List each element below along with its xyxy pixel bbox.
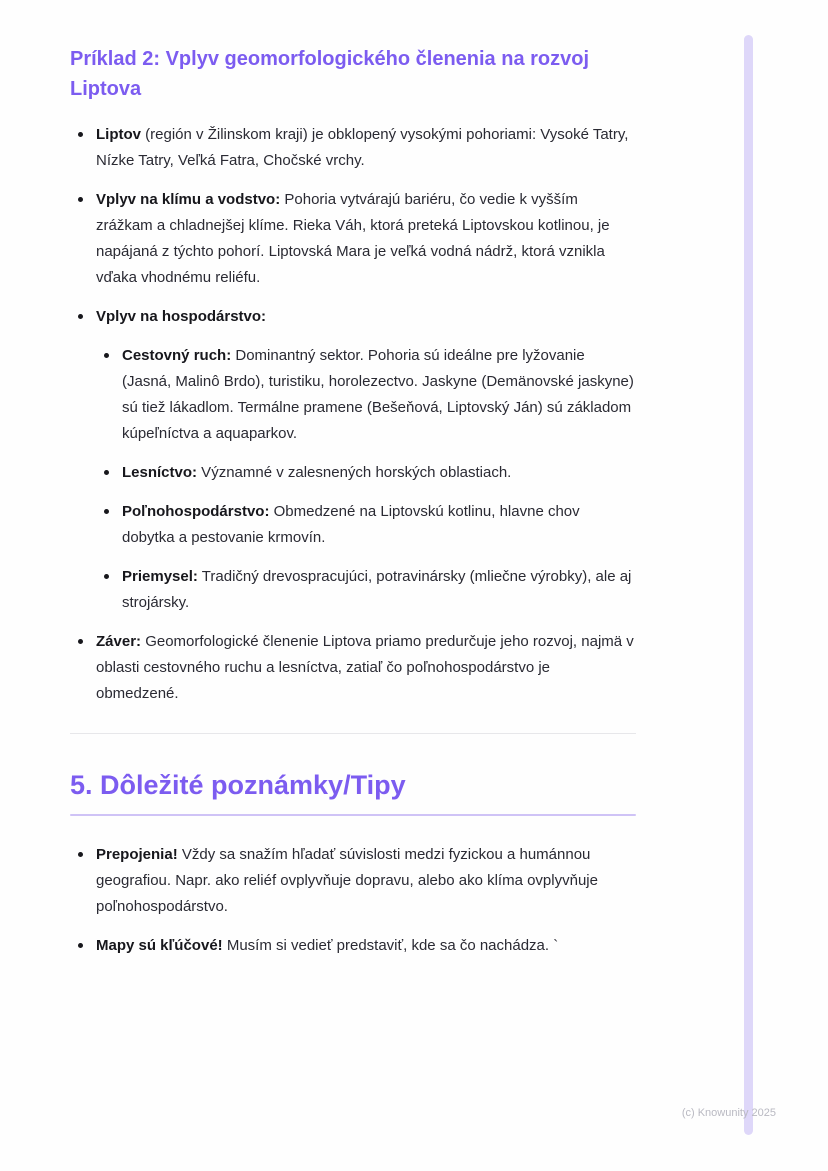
- bullet-text: Významné v zalesnených horských oblastiach.: [197, 464, 512, 481]
- bullet-lead: Priemysel:: [122, 568, 198, 585]
- bullet-lead: Záver:: [96, 633, 142, 650]
- bullet-lead: Prepojenia!: [96, 846, 178, 863]
- list-item: [70, 629, 636, 707]
- section-title-priklad-2: Príklad 2: Vplyv geomorfologického členenia na rozvoj Liptova: [70, 48, 590, 100]
- scrollbar-thumb[interactable]: [744, 35, 753, 1135]
- list-item: [96, 460, 636, 486]
- heading-underline: [70, 814, 636, 816]
- footer-credit: (c) Knowunity 2025: [681, 1107, 776, 1119]
- section-divider: [70, 733, 636, 734]
- bullet-list-poznamky: [70, 842, 636, 959]
- list-item: [70, 842, 636, 920]
- bullet-lead: Vplyv na klímu a vodstvo:: [96, 191, 281, 208]
- bullet-text: (región v Žilinskom kraji) je obklopený vysokými pohoriami: Vysoké Tatry, Nízke Tatry, Veľká Fatra, Chočské vrchy.: [96, 126, 629, 169]
- list-item: [70, 122, 636, 174]
- bullet-text: Vždy sa snažím hľadať súvislosti medzi fyzickou a humánnou geografiou. Napr. ako reliéf ovplyvňuje dopravu, alebo ako klíma ovplyvňuje poľnohospodárstvo.: [96, 846, 598, 915]
- list-item: [96, 564, 636, 616]
- bullet-lead: Liptov: [96, 126, 141, 143]
- list-item: [96, 343, 636, 447]
- bullet-text: Dominantný sektor. Pohoria sú ideálne pre lyžovanie (Jasná, Malinô Brdo), turistiku, horolezectvo. Jaskyne (Demänovské jaskyne) sú tiež lákadlom. Termálne pramene (Bešeňová, Liptovský Ján) sú základom kúpeľníctva a aquaparkov.: [122, 347, 634, 442]
- bullet-text: Geomorfologické členenie Liptova priamo predurčuje jeho rozvoj, najmä v oblasti cestovného ruchu a lesníctva, zatiaľ čo poľnohospodárstvo je obmedzené.: [96, 633, 634, 702]
- bullet-list-priklad-2: [70, 122, 636, 707]
- bullet-text: Musím si vedieť predstaviť, kde sa čo nachádza. `: [222, 937, 559, 954]
- section-title-poznamky-tipy: 5. Dôležité poznámky/Tipy: [70, 770, 406, 800]
- list-item: [70, 187, 636, 291]
- list-item: [70, 933, 636, 959]
- bullet-lead: Poľnohospodárstvo:: [122, 503, 270, 520]
- list-item: [70, 304, 636, 616]
- bullet-text: Obmedzené na Liptovskú kotlinu, hlavne chov dobytka a pestovanie krmovín.: [122, 503, 580, 546]
- document-content: [70, 44, 636, 972]
- list-item: [96, 499, 636, 551]
- bullet-text: Tradičný drevospracujúci, potravinársky (mliečne výrobky), ale aj strojársky.: [122, 568, 632, 611]
- bullet-lead: Cestovný ruch:: [122, 347, 232, 364]
- bullet-lead: Lesníctvo:: [122, 464, 198, 481]
- bullet-lead: Mapy sú kľúčové!: [96, 937, 223, 954]
- bullet-lead: Vplyv na hospodárstvo:: [96, 308, 267, 325]
- bullet-text: Pohoria vytvárajú bariéru, čo vedie k vyšším zrážkam a chladnejšej klíme. Rieka Váh, ktorá preteká Liptovskou kotlinou, je napájaná z týchto pohorí. Liptovská Mara je veľká vodná nádrž, ktorá vznikla vďaka vhodnému reliéfu.: [96, 191, 610, 286]
- sub-bullet-list-hospodarstvo: [96, 343, 636, 616]
